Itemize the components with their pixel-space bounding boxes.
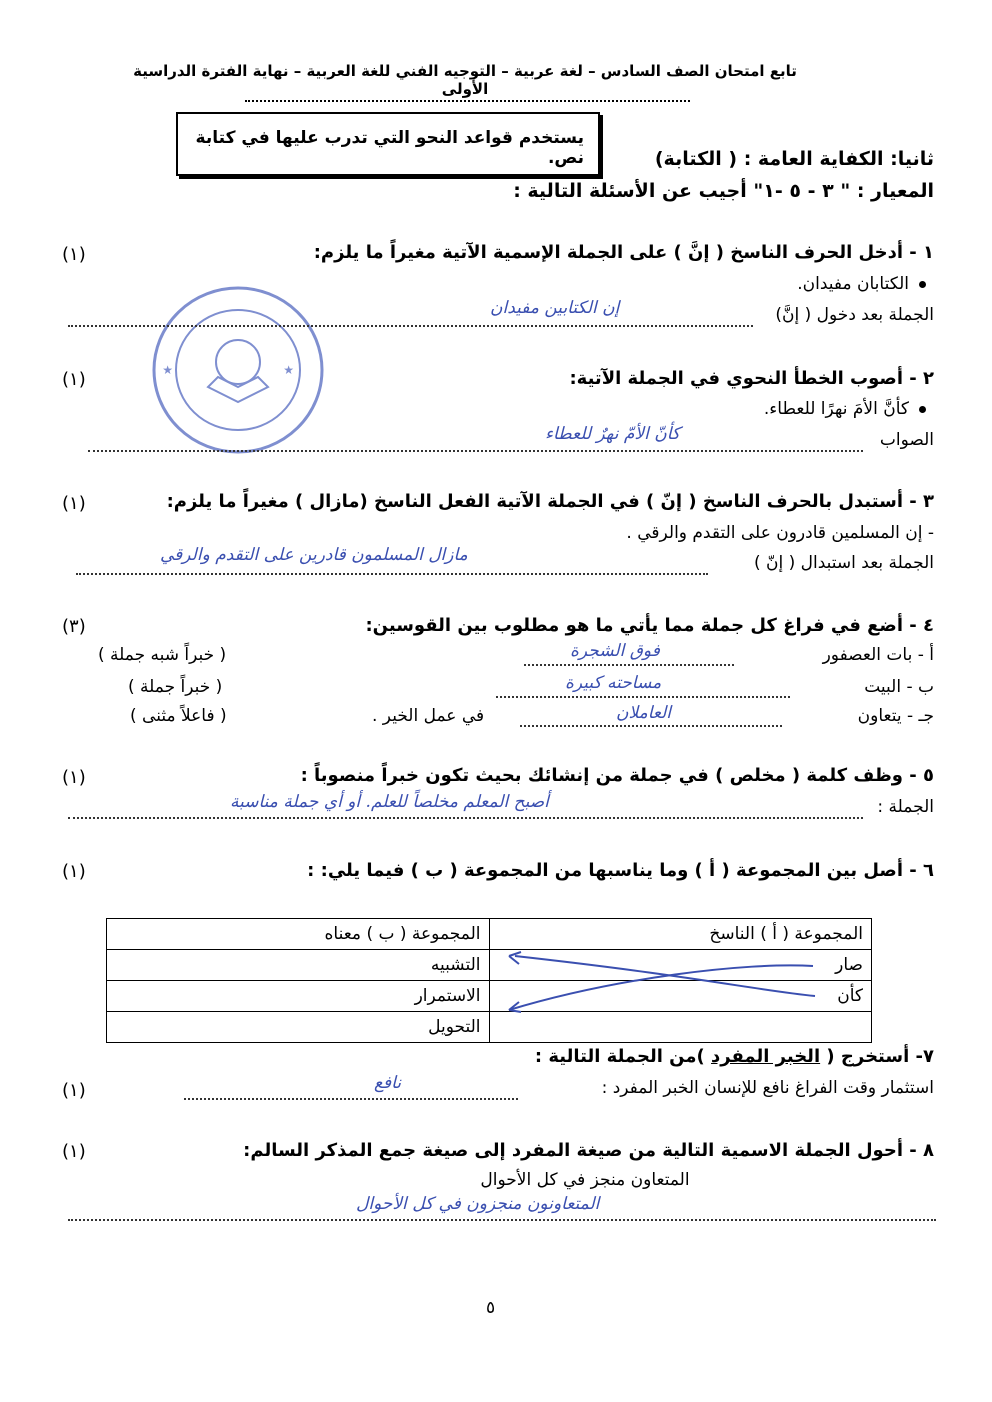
q4-item-c-line — [520, 725, 782, 727]
col-a-cell: صار — [489, 950, 872, 981]
q7-title — [535, 1046, 934, 1067]
q7-handwritten: نافع — [374, 1073, 402, 1093]
q2-sentence-row — [764, 399, 926, 419]
q7-sentence: استثمار وقت الفراغ نافع للإنسان الخبر المفرد : — [601, 1078, 934, 1098]
q4-title: ٤ - أضع في فراغ كل جملة مما يأتي ما هو مطلوب بين القوسين: — [365, 615, 934, 636]
q2-answer-line — [88, 450, 863, 452]
q8-title: ٨ - أحول الجملة الاسمية التالية من صيغة المفرد إلى صيغة جمع المذكر السالم: — [243, 1140, 934, 1161]
q4-item-b — [864, 677, 934, 697]
q8-sentence: المتعاون منجز في كل الأحوال — [480, 1170, 690, 1190]
q2-handwritten: كأنّ الأمّ نهرٌ للعطاء — [545, 424, 680, 444]
q5-answer-label: الجملة : — [877, 797, 934, 817]
col-b-cell: التشبيه — [107, 950, 490, 981]
col-b-header: المجموعة ( ب ) معناه — [107, 919, 490, 950]
q4-item-c-prefix: جـ - يتعاون — [857, 706, 934, 726]
q7-title-post: )من الجملة التالية : — [534, 1046, 705, 1067]
instruction-text: يستخدم قواعد النحو التي تدرب عليها في كتابة نص. — [195, 128, 584, 168]
page-number: ٥ — [486, 1298, 496, 1318]
header-divider — [245, 100, 690, 102]
competency-title: ثانيا: الكفاية العامة : ( الكتابة) — [654, 148, 934, 170]
q1-sentence: الكتابان مفيدان. — [797, 274, 909, 294]
q1-handwritten: إن الكتابين مفيدان — [490, 298, 620, 318]
col-a-cell: كأن — [489, 981, 872, 1012]
q1-answer-line — [68, 325, 753, 327]
q1-sentence-row — [797, 274, 926, 294]
col-b-cell: التحويل — [107, 1012, 490, 1043]
q2-answer-label: الصواب — [879, 430, 934, 450]
q6-title: ٦ - أصل بين المجموعة ( أ ) وما يناسبها من المجموعة ( ب ) فيما يلي: : — [307, 860, 934, 881]
q2-title: ٢ - أصوب الخطأ النحوي في الجملة الآتية: — [569, 368, 934, 389]
bullet-icon — [919, 281, 926, 288]
q2-sentence: كأنَّ الأمَ نهرًا للعطاء. — [763, 399, 909, 419]
q3-title: ٣ - أستبدل بالحرف الناسخ ( إنّ ) في الجملة الآتية الفعل الناسخ (مازال ) مغيراً ما يلزم: — [166, 491, 934, 512]
q4-item-b-line — [496, 696, 790, 698]
q4-item-c-handwritten: العاملان — [616, 703, 672, 723]
col-a-header: المجموعة ( أ ) الناسخ — [489, 919, 872, 950]
q7-mark: (١) — [62, 1080, 86, 1101]
q5-title: ٥ - وظف كلمة ( مخلص ) في جملة من إنشائك بحيث تكون خبراً منصوباً : — [300, 765, 934, 786]
q4-item-b-handwritten: مساحته كبيرة — [565, 673, 662, 693]
q4-item-a-line — [524, 664, 734, 666]
q8-answer-line — [68, 1219, 936, 1221]
q4-item-c-hint: ( فاعلاً مثنى ) — [130, 706, 227, 726]
q3-handwritten: مازال المسلمون قادرين على التقدم والرقي — [160, 545, 468, 565]
q4-item-b-hint: ( خبراً جملة ) — [128, 677, 223, 697]
exam-header: تابع امتحان الصف السادس – لغة عربية – التوجيه الفني للغة العربية – نهاية الفترة الدراسية الأولى — [133, 62, 797, 98]
q3-sentence: - إن المسلمين قادرون على التقدم والرقي . — [626, 523, 934, 543]
q4-mark: (٣) — [62, 616, 86, 637]
q8-mark: (١) — [62, 1141, 86, 1162]
q8-handwritten: المتعاونون منجزون في كل الأحوال — [356, 1194, 600, 1214]
q1-title: ١ - أدخل الحرف الناسخ ( إنَّ ) على الجملة الإسمية الآتية مغيراً ما يلزم: — [313, 242, 934, 263]
bullet-icon — [919, 406, 926, 413]
matching-lines — [495, 948, 835, 1038]
q4-item-b-prefix: ب - البيت — [864, 677, 934, 697]
table-header-row — [107, 919, 872, 950]
q4-item-a-hint: ( خبراً شبه جملة ) — [98, 645, 227, 665]
svg-text:★: ★ — [283, 363, 294, 377]
q5-answer-line — [68, 817, 863, 819]
q7-title-key: الخبر المفرد — [711, 1046, 821, 1067]
q6-mark: (١) — [62, 861, 86, 882]
official-stamp — [148, 282, 328, 457]
q3-answer-line — [76, 573, 708, 575]
q4-item-a-prefix: أ - بات العصفور — [822, 645, 934, 665]
instruction-box — [176, 112, 600, 176]
svg-text:★: ★ — [162, 363, 173, 377]
q4-item-a — [823, 645, 934, 665]
q3-answer-label: الجملة بعد استبدال ( إنّ ) — [753, 553, 934, 573]
q1-mark: (١) — [62, 244, 86, 265]
col-b-cell: الاستمرار — [107, 981, 490, 1012]
q4-item-a-handwritten: فوق الشجرة — [570, 641, 660, 661]
q3-mark: (١) — [62, 493, 86, 514]
q5-handwritten: أصبح المعلم مخلصاً للعلم. أو أي جملة مناسبة — [230, 792, 549, 812]
standard-title: المعيار : " ٣ - ٥ -١" أجيب عن الأسئلة التالية : — [513, 180, 934, 202]
q2-mark: (١) — [62, 369, 86, 390]
q4-item-c — [858, 706, 934, 726]
q7-title-pre: ٧- أستخرج ( — [826, 1046, 934, 1067]
q1-answer-label: الجملة بعد دخول ( إنَّ) — [775, 305, 934, 325]
q7-answer-line — [184, 1098, 518, 1100]
q4-item-c-suffix: في عمل الخير . — [372, 706, 485, 726]
q5-mark: (١) — [62, 767, 86, 788]
